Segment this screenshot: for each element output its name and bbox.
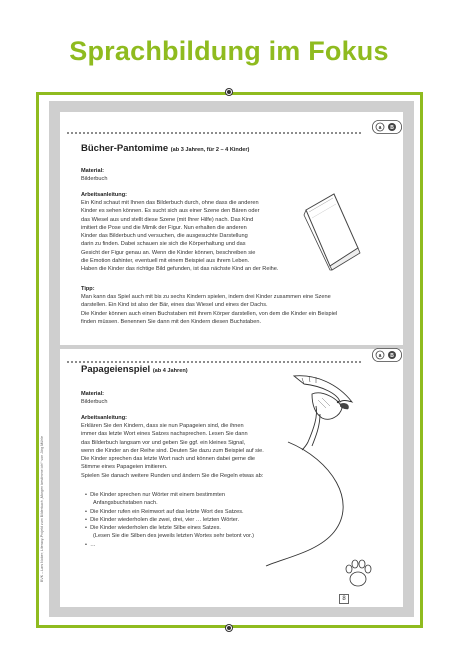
text-line: immer das letzte Wort eines Satzes nachsprechen. Lesen Sie dann xyxy=(81,431,248,438)
card1-material-label: Material: xyxy=(81,168,105,174)
text-line: Ein Kind schaut mit Ihnen das Bilderbuch durch, ohne dass die anderen xyxy=(81,200,259,206)
list-item-continuation xyxy=(85,499,254,507)
card2-material-label: Material: xyxy=(81,391,105,397)
card2-instructions-label: Arbeitsanleitung: xyxy=(81,415,127,421)
text-line: Die Kinder sprechen das letzte Wort nach und können dabei gerne die xyxy=(81,456,256,463)
text-line: Stimme eines Papageien imitieren. xyxy=(81,464,168,471)
text-line: Man kann das Spiel auch mit bis zu sechs Kindern spielen, indem drei Kinder zusammen eine Szene xyxy=(81,294,331,300)
card1-tip-label: Tipp: xyxy=(81,286,95,292)
card2-instructions xyxy=(81,422,264,480)
svg-text:B: B xyxy=(390,353,394,359)
activity-badge-icon xyxy=(372,120,402,134)
text-line: Haben die Kinder das richtige Bild gefunden, ist das nächste Kind an der Reihe. xyxy=(81,266,279,273)
card1-instructions-label: Arbeitsanleitung: xyxy=(81,192,127,198)
list-item: • … xyxy=(85,541,96,548)
text-line: imitiert die Pose und die Mimik der Figur. Nun erhalten die anderen xyxy=(81,224,247,231)
text-line: Spielen Sie danach weitere Runden und ändern Sie die Regeln etwas ab: xyxy=(81,472,264,479)
page-number: 8 xyxy=(339,594,349,604)
bottom-pin-icon xyxy=(226,625,232,631)
activity-badge-icon xyxy=(372,348,402,362)
list-item: • Die Kinder wiederholen die letzte Silbe eines Satzes. xyxy=(85,525,221,532)
list-item-text: … xyxy=(90,541,96,548)
text-line: Die Kinder können auch einen Buchstaben mit ihrem Körper darstellen, von dem die Kinder ein Beispiel xyxy=(81,310,338,317)
card2-material-value: Bilderbuch xyxy=(81,399,108,405)
list-item-text: Die Kinder wiederholen die zwei, drei, vier … letzten Wörter. xyxy=(90,516,239,523)
dotted-divider xyxy=(66,361,361,363)
text-line: das Wiesel aus und stellt diese Szene (mit Ihrer Hilfe) nach. Das Kind xyxy=(81,216,254,223)
card2-title xyxy=(81,364,188,375)
hand-drawn-curve-decoration xyxy=(262,440,362,570)
list-item: • Die Kinder sprechen nur Wörter mit einem bestimmten xyxy=(85,492,226,498)
list-item-continuation xyxy=(85,532,254,540)
card2-bullet-list xyxy=(85,491,254,549)
book-illustration-icon xyxy=(300,190,362,272)
list-item-text: Die Kinder rufen ein Reimwort auf das letzte Wort des Satzes. xyxy=(90,508,244,515)
list-item: • Die Kinder wiederholen die zwei, drei, vier … letzten Wörter. xyxy=(85,516,239,523)
text-line: wenn die Kinder an der Reihe sind. Deuten Sie dazu zum Beispiel auf sie. xyxy=(81,447,264,454)
list-item: • Die Kinder rufen ein Reimwort auf das letzte Wort des Satzes. xyxy=(85,508,244,515)
paw-print-icon xyxy=(343,558,373,590)
svg-text:a: a xyxy=(378,353,382,359)
card1-tip xyxy=(81,293,337,326)
text-line: darin zu finden. Dabei schauen sie sich die Körperhaltung und das xyxy=(81,241,246,248)
page-title: Sprachbildung im Fokus xyxy=(69,36,389,66)
card1-instructions xyxy=(81,199,278,274)
card1-material-value: Bilderbuch xyxy=(81,176,108,182)
card1-title-note: (ab 3 Jahren, für 2 – 4 Kinder) xyxy=(170,147,250,153)
list-item-text: Anfangsbuchstaben nach. xyxy=(93,500,158,507)
dotted-divider xyxy=(66,132,361,134)
text-line: Erklären Sie den Kindern, dass sie nun Papageien sind, die ihnen xyxy=(81,423,244,429)
list-item-text: (Lesen Sie die Silben des jeweils letzten Wortes sehr betont vor.) xyxy=(93,533,254,540)
text-line: das Bilderbuch langsam vor und geben Sie ggf. ein kleines Signal, xyxy=(81,439,246,446)
svg-text:B: B xyxy=(390,125,394,131)
text-line: finden müssen. Benennen Sie dann mit den Kindern diesen Buchstaben. xyxy=(81,318,262,325)
card1-title-text: Bücher-Pantomime xyxy=(81,143,169,154)
text-line: Kinder es sehen können. Es sucht sich aus einer Szene den Bären oder xyxy=(81,208,260,215)
card2-title-text: Papageienspiel xyxy=(81,364,151,375)
list-item-text: Die Kinder wiederholen die letzte Silbe eines Satzes. xyxy=(90,525,221,532)
card2-title-note: (ab 4 Jahren) xyxy=(152,368,188,374)
list-item-text: Die Kinder sprechen nur Wörter mit einem bestimmten xyxy=(90,492,226,498)
svg-text:a: a xyxy=(378,125,382,131)
text-line: Kinder das Bilderbuch und versuchen, die ausgesuchte Darstellung xyxy=(81,233,248,240)
sidebar-credit: BVK – Lars Nober; Literacy-Projekt zum Bilderbuch „Morgen bestimme ich!“ von Jörg Mühle xyxy=(40,435,44,582)
card1-title xyxy=(81,143,249,154)
text-line: Gesicht der Figur genau an. Wenn die Kinder können, beschreiben sie xyxy=(81,249,256,256)
text-line: die Emotion dahinter, eventuell mit einem Beispiel aus ihrem Leben. xyxy=(81,258,250,265)
top-pin-icon xyxy=(226,89,232,95)
text-line: darstellen. Ein Kind ist also der Bär, eines das Wiesel und eines der Dachs. xyxy=(81,302,268,309)
